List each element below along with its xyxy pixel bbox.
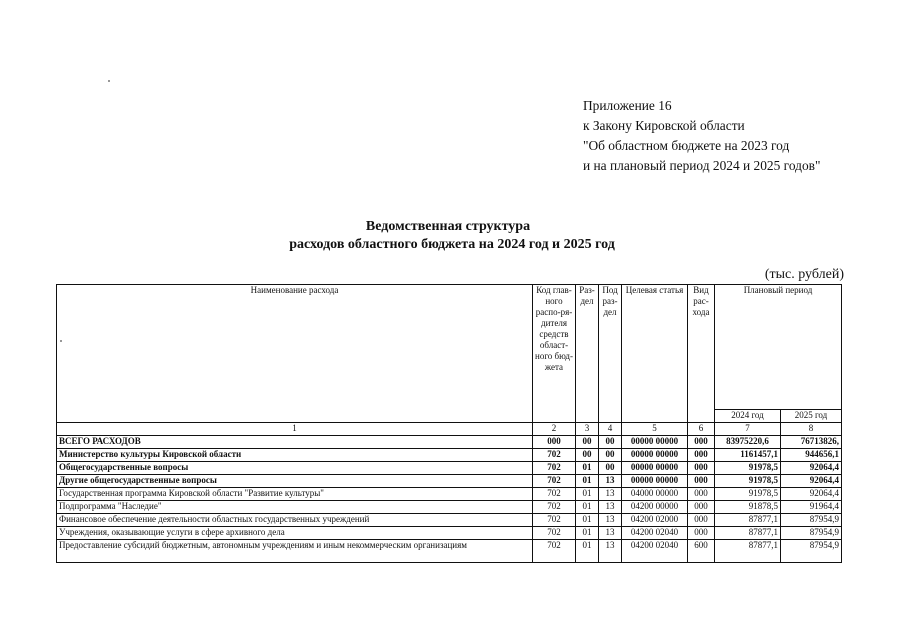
row-code: 702 [533,527,576,540]
row-subsection: 13 [599,475,622,488]
row-2024: 91878,5 [715,501,781,514]
row-code: 702 [533,475,576,488]
row-2025: 944656,1 [781,449,842,462]
row-name: Учреждения, оказывающие услуги в сфере архивного дела [57,527,533,540]
units-label: (тыс. рублей) [764,267,844,282]
row-target: 04200 02040 [622,540,688,563]
row-target: 00000 00000 [622,462,688,475]
row-2024: 87877,1 [715,514,781,527]
header-type: Вид рас-хода [688,285,715,423]
row-subsection: 13 [599,501,622,514]
row-section: 00 [576,449,599,462]
row-section: 01 [576,540,599,563]
row-type: 600 [688,540,715,563]
row-subsection: 00 [599,436,622,449]
row-type: 000 [688,475,715,488]
row-name: Подпрограмма "Наследие" [57,501,533,514]
row-type: 000 [688,436,715,449]
row-type: 000 [688,501,715,514]
table-row [57,488,842,501]
appendix-line: к Закону Кировской области [583,118,745,133]
row-name: Предоставление субсидий бюджетным, автономным учреждениям и иным некоммерческим организациям [57,540,533,563]
column-number: 5 [622,423,688,436]
header-section: Раз-дел [576,285,599,423]
table-row [57,436,842,449]
row-code: 000 [533,436,576,449]
row-2025: 87954,9 [781,540,842,563]
header-code: Код глав-ного распо-ря-дителя средств област-ного бюд-жета [533,285,576,423]
row-section: 01 [576,501,599,514]
row-code: 702 [533,501,576,514]
row-2025: 91964,4 [781,501,842,514]
header-year-2025: 2025 год [781,409,842,422]
row-section: 01 [576,527,599,540]
row-2025: 92064,4 [781,488,842,501]
row-2025: 76713826, [781,436,842,449]
row-subsection: 13 [599,527,622,540]
row-name: Другие общегосударственные вопросы [57,475,533,488]
row-type: 000 [688,488,715,501]
row-code: 702 [533,514,576,527]
table-row [57,449,842,462]
column-number: 3 [576,423,599,436]
table-row [57,540,842,563]
row-target: 00000 00000 [622,475,688,488]
row-name: Государственная программа Кировской области "Развитие культуры" [57,488,533,501]
appendix-note [583,96,820,176]
row-type: 000 [688,527,715,540]
row-type: 000 [688,449,715,462]
row-target: 00000 00000 [622,449,688,462]
appendix-line: Приложение 16 [583,98,672,113]
header-target: Целевая статья [622,285,688,423]
row-code: 702 [533,462,576,475]
column-number: 8 [781,423,842,436]
appendix-line: "Об областном бюджете на 2023 год [583,138,790,153]
row-target: 00000 00000 [622,436,688,449]
row-name: ВСЕГО РАСХОДОВ [57,436,533,449]
row-target: 04200 00000 [622,501,688,514]
row-section: 01 [576,514,599,527]
row-subsection: 00 [599,462,622,475]
row-2024: 83975220,6 [715,436,781,449]
row-code: 702 [533,540,576,563]
row-subsection: 00 [599,449,622,462]
table-row [57,501,842,514]
header-subsection: Под раз-дел [599,285,622,423]
row-subsection: 13 [599,540,622,563]
table-row [57,527,842,540]
row-name: Министерство культуры Кировской области [57,449,533,462]
column-number: 7 [715,423,781,436]
row-section: 00 [576,436,599,449]
row-type: 000 [688,514,715,527]
row-2024: 87877,1 [715,527,781,540]
row-target: 04200 02000 [622,514,688,527]
table-row [57,514,842,527]
table-row [57,462,842,475]
document-subtitle: расходов областного бюджета на 2024 год и 2025 год [289,237,615,252]
document-title: Ведомственная структура [365,219,531,234]
budget-table [56,284,842,563]
row-2025: 92064,4 [781,475,842,488]
row-name: Финансовое обеспечение деятельности областных государственных учреждений [57,514,533,527]
row-2024: 91978,5 [715,462,781,475]
row-2025: 87954,9 [781,514,842,527]
row-2024: 91978,5 [715,488,781,501]
header-planned: Плановый период [715,285,842,410]
row-code: 702 [533,449,576,462]
row-section: 01 [576,462,599,475]
table-row [57,475,842,488]
row-section: 01 [576,475,599,488]
header-year-2024: 2024 год [715,409,781,422]
column-number: 2 [533,423,576,436]
row-2025: 92064,4 [781,462,842,475]
scan-speck [108,80,110,82]
appendix-line: и на плановый период 2024 и 2025 годов" [583,158,821,173]
row-2025: 87954,9 [781,527,842,540]
column-number: 4 [599,423,622,436]
row-2024: 87877,1 [715,540,781,563]
row-type: 000 [688,462,715,475]
column-number: 1 [57,423,533,436]
row-subsection: 13 [599,514,622,527]
row-name: Общегосударственные вопросы [57,462,533,475]
header-name: Наименование расхода [57,285,533,423]
row-section: 01 [576,488,599,501]
row-code: 702 [533,488,576,501]
row-2024: 91978,5 [715,475,781,488]
row-target: 04000 00000 [622,488,688,501]
row-target: 04200 02040 [622,527,688,540]
column-number: 6 [688,423,715,436]
row-subsection: 13 [599,488,622,501]
row-2024: 1161457,1 [715,449,781,462]
